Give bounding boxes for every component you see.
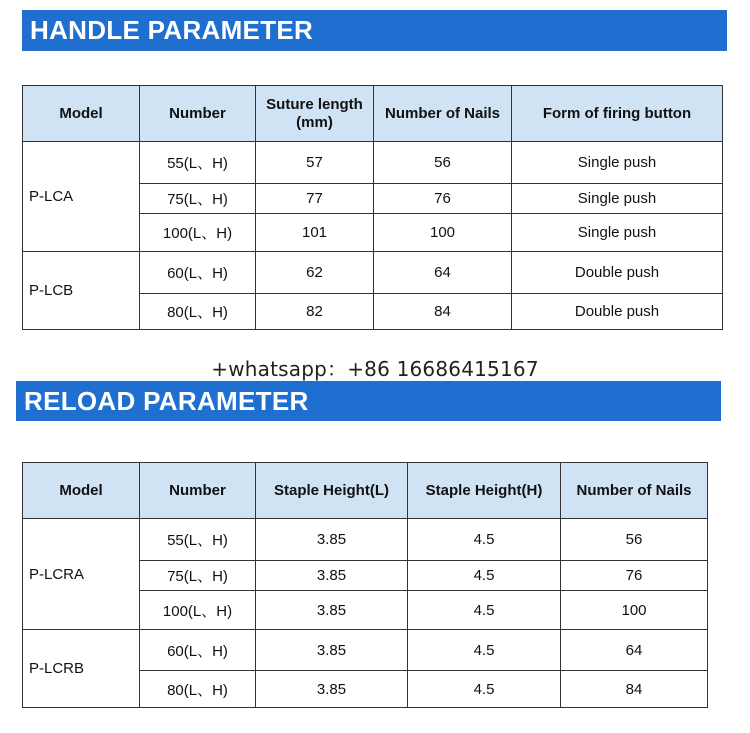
staple-height-h-cell: 4.5 [408, 630, 561, 671]
number-cell: 55(L、H) [140, 519, 256, 561]
number-cell: 75(L、H) [140, 184, 256, 214]
number-cell: 55(L、H) [140, 142, 256, 184]
number-cell: 75(L、H) [140, 561, 256, 591]
header-firing-button: Form of firing button [512, 86, 723, 142]
header-number: Number [140, 86, 256, 142]
staple-height-h-cell: 4.5 [408, 591, 561, 630]
reload-parameter-title: RELOAD PARAMETER [24, 385, 309, 416]
nails-cell: 100 [561, 591, 708, 630]
handle-parameter-title: HANDLE PARAMETER [30, 15, 314, 45]
firing-button-cell: Single push [512, 142, 723, 184]
table-header-row [23, 463, 708, 519]
model-cell: P-LCRA [23, 519, 140, 630]
nails-cell: 84 [374, 294, 512, 330]
firing-button-cell: Double push [512, 252, 723, 294]
whatsapp-contact: +whatsapp：+86 16686415167 [211, 357, 539, 381]
table-row [23, 142, 723, 184]
staple-height-l-cell: 3.85 [256, 561, 408, 591]
staple-height-l-cell: 3.85 [256, 591, 408, 630]
handle-parameter-table [22, 85, 723, 330]
suture-length-cell: 77 [256, 184, 374, 214]
nails-cell: 56 [561, 519, 708, 561]
reload-parameter-banner [16, 381, 721, 421]
suture-length-cell: 57 [256, 142, 374, 184]
nails-cell: 56 [374, 142, 512, 184]
staple-height-h-cell: 4.5 [408, 671, 561, 708]
model-cell: P-LCRB [23, 630, 140, 708]
number-cell: 100(L、H) [140, 591, 256, 630]
firing-button-cell: Single push [512, 214, 723, 252]
suture-length-cell: 62 [256, 252, 374, 294]
firing-button-cell: Double push [512, 294, 723, 330]
table-row [23, 252, 723, 294]
staple-height-l-cell: 3.85 [256, 671, 408, 708]
number-cell: 60(L、H) [140, 252, 256, 294]
table-row [23, 519, 708, 561]
staple-height-l-cell: 3.85 [256, 519, 408, 561]
nails-cell: 64 [561, 630, 708, 671]
suture-length-cell: 82 [256, 294, 374, 330]
number-cell: 60(L、H) [140, 630, 256, 671]
number-cell: 80(L、H) [140, 671, 256, 708]
header-number: Number [140, 463, 256, 519]
table-row [23, 630, 708, 671]
header-staple-height-h: Staple Height(H) [408, 463, 561, 519]
header-model: Model [23, 86, 140, 142]
nails-cell: 100 [374, 214, 512, 252]
nails-cell: 76 [561, 561, 708, 591]
header-model: Model [23, 463, 140, 519]
model-cell: P-LCA [23, 142, 140, 252]
staple-height-l-cell: 3.85 [256, 630, 408, 671]
header-number-of-nails: Number of Nails [374, 86, 512, 142]
firing-button-cell: Single push [512, 184, 723, 214]
number-cell: 100(L、H) [140, 214, 256, 252]
table-header-row [23, 86, 723, 142]
model-cell: P-LCB [23, 252, 140, 330]
staple-height-h-cell: 4.5 [408, 519, 561, 561]
staple-height-h-cell: 4.5 [408, 561, 561, 591]
nails-cell: 84 [561, 671, 708, 708]
nails-cell: 76 [374, 184, 512, 214]
handle-parameter-banner [22, 10, 727, 51]
suture-length-cell: 101 [256, 214, 374, 252]
header-staple-height-l: Staple Height(L) [256, 463, 408, 519]
number-cell: 80(L、H) [140, 294, 256, 330]
header-number-of-nails: Number of Nails [561, 463, 708, 519]
reload-parameter-table [22, 462, 708, 708]
nails-cell: 64 [374, 252, 512, 294]
header-suture-length: Suture length (mm) [256, 86, 374, 142]
